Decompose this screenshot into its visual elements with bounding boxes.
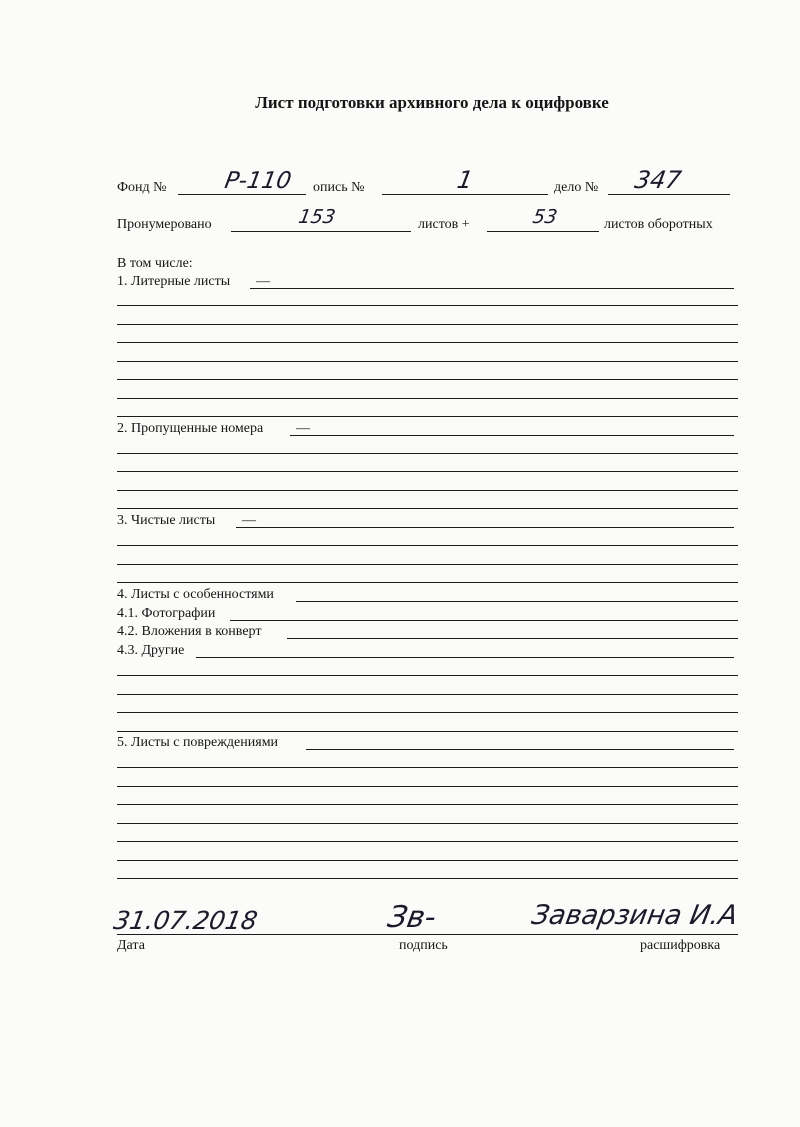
sheets-label: листов +: [418, 217, 470, 232]
photos-label: 4.1. Фотографии: [117, 606, 216, 621]
envelope-line: [287, 638, 738, 639]
blank-line: [117, 379, 738, 380]
blank-line: [117, 324, 738, 325]
blank-line: [117, 694, 738, 695]
opis-label: опись №: [313, 180, 365, 195]
blank-line: [117, 305, 738, 306]
missing-numbers-value: —: [296, 421, 310, 436]
blank-line: [117, 675, 738, 676]
delo-value: 347: [632, 166, 684, 194]
date-label: Дата: [117, 938, 145, 953]
damaged-sheets-label: 5. Листы с повреждениями: [117, 735, 279, 750]
blank-line: [117, 804, 738, 805]
fond-value: Р-110: [222, 168, 294, 194]
blank-line: [117, 545, 738, 546]
blank-line: [117, 841, 738, 842]
special-sheets-label: 4. Листы с особенностями: [117, 587, 274, 602]
envelope-label: 4.2. Вложения в конверт: [117, 624, 262, 639]
lettered-sheets-value: —: [256, 274, 270, 289]
blank-line: [117, 878, 738, 879]
blank-line: [117, 361, 738, 362]
missing-numbers-label: 2. Пропущенные номера: [117, 421, 264, 436]
other-label: 4.3. Другие: [117, 643, 185, 658]
lettered-sheets-label: 1. Литерные листы: [117, 274, 231, 289]
delo-label: дело №: [554, 180, 599, 195]
blank-line: [117, 582, 738, 583]
blank-line: [117, 823, 738, 824]
blank-line: [117, 767, 738, 768]
blank-line: [117, 860, 738, 861]
fond-label: Фонд №: [117, 180, 167, 195]
blank-line: [117, 398, 738, 399]
opis-value: 1: [454, 166, 476, 194]
page-title: Лист подготовки архивного дела к оцифровке: [255, 93, 609, 112]
missing-line: [290, 435, 734, 436]
photos-line: [230, 620, 738, 621]
blank-line: [117, 416, 738, 417]
blank-line: [117, 786, 738, 787]
blank-line: [117, 453, 738, 454]
decode-value: Заварзина И.А: [529, 900, 741, 931]
signature-label: подпись: [399, 938, 448, 953]
blank-line: [117, 342, 738, 343]
reverse-label: листов оборотных: [604, 217, 713, 232]
other-line: [196, 657, 734, 658]
sheets-line: [231, 231, 411, 232]
fond-line: [178, 194, 306, 195]
blank-line: [117, 471, 738, 472]
blank-sheets-label: 3. Чистые листы: [117, 513, 216, 528]
blank-sheets-value: —: [242, 513, 256, 528]
date-value: 31.07.2018: [111, 906, 260, 935]
reverse-line: [487, 231, 599, 232]
opis-line: [382, 194, 548, 195]
special-line: [296, 601, 738, 602]
blank-line: [117, 508, 738, 509]
reverse-value: 53: [530, 206, 560, 228]
numbered-label: Пронумеровано: [117, 217, 212, 232]
lettered-line: [250, 288, 734, 289]
sheets-value: 153: [296, 206, 338, 228]
blank-line: [117, 564, 738, 565]
delo-line: [608, 194, 730, 195]
in-total-label: В том числе:: [117, 256, 193, 271]
signature-value: Зв-: [384, 900, 439, 935]
blank-line: [117, 712, 738, 713]
blank-line: [117, 490, 738, 491]
decode-label: расшифровка: [640, 938, 721, 953]
damaged-line: [306, 749, 734, 750]
blank-line: [117, 731, 738, 732]
blank-sheets-line: [236, 527, 734, 528]
